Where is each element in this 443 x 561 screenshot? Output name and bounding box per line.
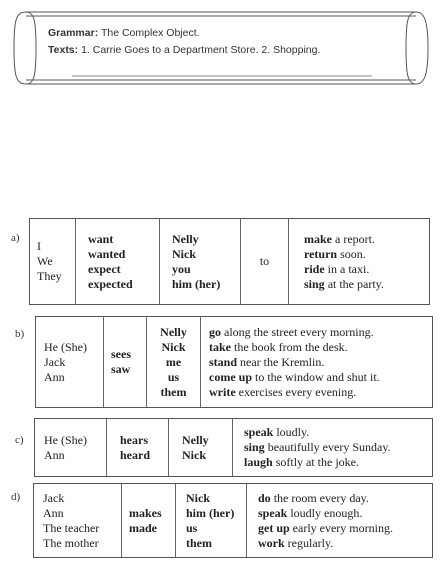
object-cell: Nick bbox=[182, 447, 206, 462]
table-b-tag: b) bbox=[15, 328, 25, 340]
action-column bbox=[289, 219, 429, 304]
action-column bbox=[233, 419, 432, 476]
subject-column bbox=[34, 484, 122, 557]
subject-cell: Jack bbox=[44, 354, 66, 369]
action-cell: return soon. bbox=[304, 246, 366, 261]
verb-cell: sees bbox=[111, 347, 131, 361]
object-cell: him (her) bbox=[172, 276, 221, 291]
action-cell: do the room every day. bbox=[258, 490, 369, 505]
object-cell: him (her) bbox=[186, 505, 235, 520]
verb-column bbox=[104, 317, 147, 407]
subject-cell: He (She) bbox=[44, 339, 87, 354]
object-cell: us bbox=[167, 369, 180, 384]
verb-cell: expect bbox=[88, 261, 121, 276]
object-cell: Nelly bbox=[172, 231, 199, 246]
verb-cell: want bbox=[88, 231, 114, 246]
particle-column bbox=[241, 219, 289, 304]
action-cell: write exercises every evening. bbox=[209, 384, 357, 399]
grammar-label: Grammar: bbox=[48, 27, 99, 39]
verb-cell: expected bbox=[88, 276, 133, 291]
grammar-text: The Complex Object. bbox=[100, 27, 200, 39]
object-cell: them bbox=[160, 384, 187, 399]
subject-cell: I bbox=[37, 239, 41, 253]
table-d bbox=[33, 483, 433, 558]
subject-cell: He (She) bbox=[44, 432, 87, 447]
particle-cell: to bbox=[259, 254, 270, 268]
verb-column bbox=[122, 484, 176, 557]
object-cell: me bbox=[165, 354, 182, 369]
verb-cell: heard bbox=[120, 447, 150, 462]
action-cell: work regularly. bbox=[258, 535, 334, 550]
object-cell: Nick bbox=[161, 339, 186, 354]
subject-column bbox=[36, 317, 104, 407]
subject-column bbox=[35, 419, 107, 476]
object-cell: Nick bbox=[186, 490, 210, 505]
object-cell: us bbox=[186, 520, 198, 535]
object-cell: Nelly bbox=[160, 324, 187, 339]
object-cell: them bbox=[186, 535, 212, 550]
verb-column bbox=[107, 419, 169, 476]
action-cell: sing beautifully every Sunday. bbox=[244, 440, 391, 454]
subject-column bbox=[30, 219, 76, 304]
action-cell: get up early every morning. bbox=[258, 520, 393, 535]
action-cell: speak loudly. bbox=[244, 425, 310, 439]
verb-cell: makes bbox=[129, 505, 162, 520]
subject-cell: Jack bbox=[43, 490, 65, 505]
subject-cell: The mother bbox=[43, 535, 99, 550]
subject-cell: We bbox=[37, 254, 53, 268]
action-cell: speak loudly enough. bbox=[258, 505, 363, 520]
action-cell: laugh softly at the joke. bbox=[244, 455, 360, 469]
table-c-tag: c) bbox=[15, 434, 24, 446]
texts-label: Texts: bbox=[48, 44, 79, 56]
action-cell: ride in a taxi. bbox=[304, 261, 370, 276]
object-cell: you bbox=[172, 261, 191, 276]
table-a-tag: a) bbox=[11, 232, 20, 244]
action-cell: sing at the party. bbox=[304, 276, 384, 291]
object-column bbox=[147, 317, 201, 407]
action-cell: stand near the Kremlin. bbox=[209, 354, 325, 369]
verb-column bbox=[76, 219, 160, 304]
object-cell: Nick bbox=[172, 246, 196, 261]
subject-cell: They bbox=[37, 269, 62, 283]
action-cell: go along the street every morning. bbox=[209, 324, 374, 339]
subject-cell: The teacher bbox=[43, 520, 100, 535]
object-column bbox=[176, 484, 247, 557]
subject-cell: Ann bbox=[43, 505, 64, 520]
action-column bbox=[247, 484, 432, 557]
object-cell: Nelly bbox=[182, 432, 209, 447]
object-column bbox=[169, 419, 233, 476]
texts-text: 1. Carrie Goes to a Department Store. 2. Shopping. bbox=[81, 44, 321, 56]
action-cell: make a report. bbox=[304, 231, 375, 246]
verb-cell: saw bbox=[111, 362, 131, 376]
verb-cell: made bbox=[129, 520, 157, 535]
action-cell: take the book from the desk. bbox=[209, 339, 348, 354]
verb-cell: hears bbox=[120, 432, 148, 447]
subject-cell: Ann bbox=[44, 447, 65, 462]
verb-cell: wanted bbox=[88, 246, 126, 261]
action-cell: come up to the window and shut it. bbox=[209, 369, 380, 384]
table-d-tag: d) bbox=[11, 491, 21, 503]
table-c bbox=[34, 418, 433, 477]
action-column bbox=[201, 317, 432, 407]
header-scroll bbox=[12, 6, 430, 90]
subject-cell: Ann bbox=[44, 369, 65, 384]
object-column bbox=[160, 219, 241, 304]
table-a bbox=[29, 218, 430, 305]
table-b bbox=[35, 316, 433, 408]
